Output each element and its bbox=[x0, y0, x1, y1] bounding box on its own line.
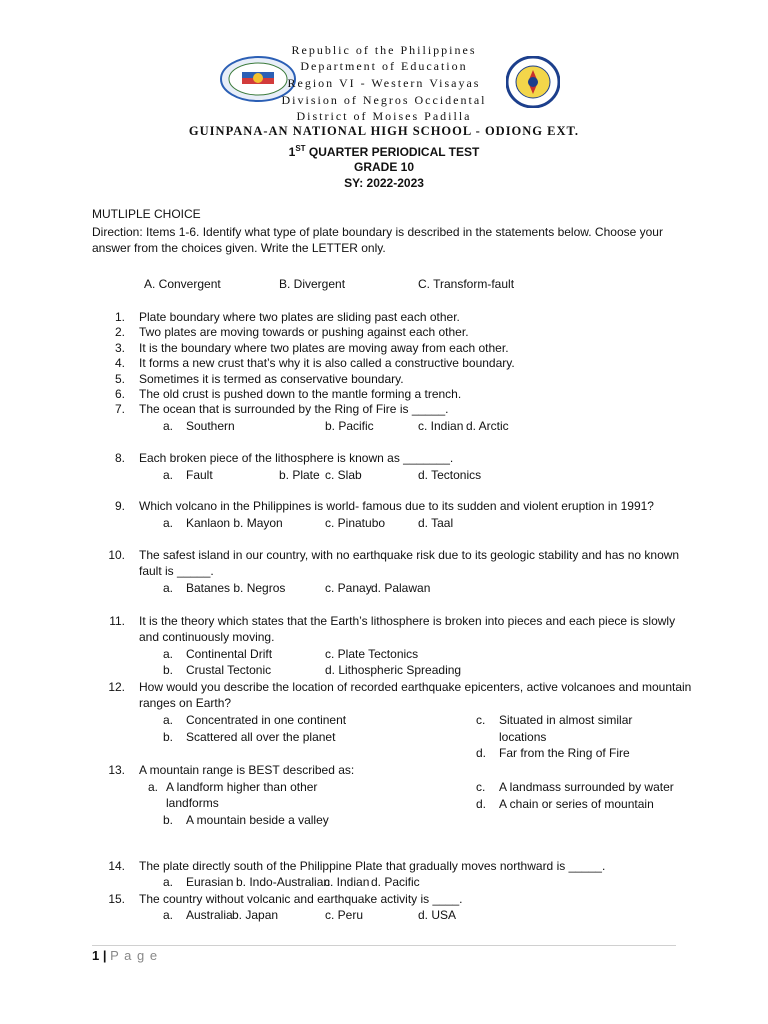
question-number: 6. bbox=[114, 387, 125, 401]
option-c: c. Plate Tectonics bbox=[325, 647, 419, 661]
option-b: b. Japan bbox=[232, 908, 279, 922]
question-text: The safest island in our country, with no earthquake risk due to its geologic stability and has no known bbox=[139, 548, 680, 562]
option-b: b. Indo-Australian bbox=[236, 875, 331, 889]
question-number: 2. bbox=[114, 325, 125, 339]
option-label: a. bbox=[163, 581, 174, 595]
option-a: Continental Drift bbox=[186, 647, 273, 661]
option-d: d. Taal bbox=[418, 516, 454, 530]
question-number: 9. bbox=[114, 499, 125, 513]
option-label: a. bbox=[163, 875, 174, 889]
option-c: c. Pinatubo bbox=[325, 516, 386, 530]
question-number: 12. bbox=[108, 680, 125, 694]
option-d: d. Tectonics bbox=[418, 468, 482, 482]
page-number: 1 bbox=[92, 948, 100, 963]
option-d: d. Pacific bbox=[371, 875, 420, 889]
option-a: Southern bbox=[186, 419, 235, 433]
school-name: GUINPANA-AN NATIONAL HIGH SCHOOL - ODIONG EXT. bbox=[188, 124, 580, 138]
question-text: It forms a new crust that’s why it is also called a constructive boundary. bbox=[139, 356, 515, 370]
option-a: Australia bbox=[186, 908, 233, 922]
option-d: d. Arctic bbox=[466, 419, 509, 433]
grade-level: GRADE 10 bbox=[353, 160, 415, 174]
page-word: P a g e bbox=[110, 948, 159, 963]
question-text-cont: fault is _____. bbox=[139, 564, 214, 578]
question-text: Each broken piece of the lithosphere is known as _______. bbox=[139, 451, 454, 465]
option-label: a. bbox=[163, 419, 174, 433]
option-c: A landmass surrounded by water bbox=[499, 780, 674, 794]
option-c-cont: locations bbox=[499, 730, 547, 744]
option-ab: Batanes b. Negros bbox=[186, 581, 286, 595]
option-b: Crustal Tectonic bbox=[186, 663, 272, 677]
option-a: Fault bbox=[186, 468, 213, 482]
question-text: How would you describe the location of recorded earthquake epicenters, active volcanoes and mountain bbox=[139, 680, 692, 694]
section-title: MUTLIPLE CHOICE bbox=[92, 207, 201, 221]
question-text: Which volcano in the Philippines is world- famous due to its sudden and violent eruption in 1991? bbox=[139, 499, 654, 513]
question-number: 5. bbox=[114, 372, 125, 386]
page-footer: 1 | P a g e bbox=[92, 948, 159, 963]
option-a: A landform higher than other bbox=[166, 780, 318, 794]
header-line-2: Department of Education bbox=[300, 59, 468, 73]
option-a: Eurasian bbox=[186, 875, 234, 889]
option-c: c. Peru bbox=[325, 908, 364, 922]
choice-divergent: B. Divergent bbox=[279, 277, 346, 291]
option-d: A chain or series of mountain bbox=[499, 797, 654, 811]
question-text: Sometimes it is termed as conservative boundary. bbox=[139, 372, 404, 386]
footer-divider bbox=[92, 945, 676, 946]
question-number: 7. bbox=[114, 402, 125, 416]
question-text-cont: ranges on Earth? bbox=[139, 696, 232, 710]
option-label: a. bbox=[163, 516, 174, 530]
header-line-3: Region VI - Western Visayas bbox=[287, 76, 481, 90]
option-c: c. Indian bbox=[324, 875, 370, 889]
question-text: The ocean that is surrounded by the Ring of Fire is _____. bbox=[139, 402, 449, 416]
header-line-4: Division of Negros Occidental bbox=[281, 93, 487, 107]
question-number: 15. bbox=[108, 892, 125, 906]
option-d: Far from the Ring of Fire bbox=[499, 746, 630, 760]
question-text: The plate directly south of the Philippine Plate that gradually moves northward is _____. bbox=[139, 859, 606, 873]
option-d: d. Palawan bbox=[371, 581, 431, 595]
option-ab: Kanlaon b. Mayon bbox=[186, 516, 283, 530]
option-b: Scattered all over the planet bbox=[186, 730, 336, 744]
question-number: 3. bbox=[114, 341, 125, 355]
direction-line-1: Direction: Items 1-6. Identify what type of plate boundary is described in the statements below. Choose your bbox=[92, 225, 663, 239]
question-number: 13. bbox=[108, 763, 125, 777]
question-text: The country without volcanic and earthquake activity is ____. bbox=[139, 892, 463, 906]
direction-line-2: answer from the choices given. Write the LETTER only. bbox=[92, 241, 386, 255]
header-line-5: District of Moises Padilla bbox=[296, 109, 472, 123]
option-b: A mountain beside a valley bbox=[186, 813, 329, 827]
option-b: b. Plate bbox=[279, 468, 320, 482]
question-number: 14. bbox=[108, 859, 125, 873]
option-a-cont: landforms bbox=[166, 796, 219, 810]
question-text: A mountain range is BEST described as: bbox=[139, 763, 355, 777]
school-year: SY: 2022-2023 bbox=[344, 176, 424, 190]
option-b: b. Pacific bbox=[325, 419, 374, 433]
option-label: a. bbox=[163, 908, 174, 922]
choice-convergent: A. Convergent bbox=[144, 277, 221, 291]
option-a: Concentrated in one continent bbox=[186, 713, 347, 727]
option-d: d. USA bbox=[418, 908, 457, 922]
choice-transform: C. Transform-fault bbox=[418, 277, 515, 291]
question-number: 1. bbox=[114, 310, 125, 324]
option-c: c. Slab bbox=[325, 468, 362, 482]
option-label: a. bbox=[163, 468, 174, 482]
header-line-1: Republic of the Philippines bbox=[291, 43, 477, 57]
question-text-cont: and continuously moving. bbox=[139, 630, 275, 644]
question-number: 11. bbox=[109, 614, 125, 628]
question-text: It is the boundary where two plates are moving away from each other. bbox=[139, 341, 509, 355]
question-number: 10. bbox=[108, 548, 125, 562]
question-number: 4. bbox=[114, 356, 125, 370]
option-c: c. Panay bbox=[325, 581, 372, 595]
question-text: It is the theory which states that the Earth’s lithosphere is broken into pieces and each piece is slowly bbox=[139, 614, 676, 628]
option-c: c. Indian bbox=[418, 419, 464, 433]
option-c: Situated in almost similar bbox=[499, 713, 633, 727]
question-number: 8. bbox=[114, 451, 125, 465]
question-text: Two plates are moving towards or pushing against each other. bbox=[139, 325, 469, 339]
test-title: 1ST QUARTER PERIODICAL TEST bbox=[288, 144, 480, 159]
option-d: d. Lithospheric Spreading bbox=[325, 663, 462, 677]
question-text: The old crust is pushed down to the mantle forming a trench. bbox=[139, 387, 462, 401]
question-text: Plate boundary where two plates are sliding past each other. bbox=[139, 310, 460, 324]
